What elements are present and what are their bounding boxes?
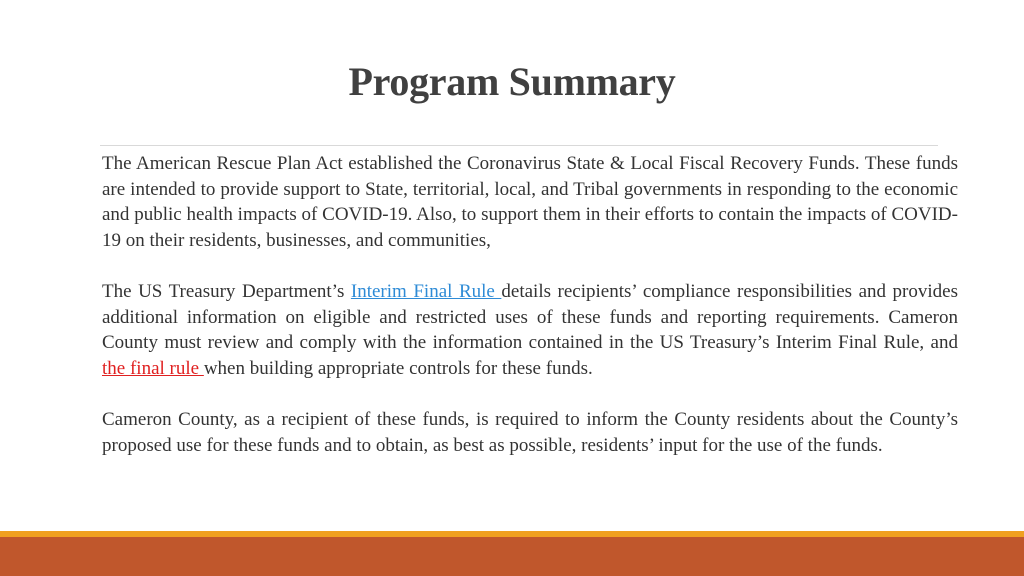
- slide-body: [102, 151, 958, 484]
- paragraph-2-intro: The US Treasury Department’s: [102, 280, 351, 302]
- footer-bar: [0, 537, 1024, 576]
- title-divider: [100, 145, 938, 146]
- final-rule-link[interactable]: the final rule: [102, 357, 204, 379]
- paragraph-2-middle: details recipients’ compliance responsibilities and provides additional information on eligible and restricted uses of these funds and reporting requirements. Cameron County must review and comply with the information contained in the US Treasury’s Interim Final Rule, and: [102, 280, 958, 354]
- paragraph-2: [102, 279, 958, 381]
- paragraph-1: The American Rescue Plan Act established the Coronavirus State & Local Fiscal Recovery Funds. These funds are intended to provide support to State, territorial, local, and Tribal governments in responding to the economic and public health impacts of COVID-19. Also, to support them in their efforts to contain the impacts of COVID-19 on their residents, businesses, and communities,: [102, 153, 958, 251]
- interim-final-rule-link[interactable]: Interim Final Rule: [350, 280, 502, 302]
- paragraph-2-end: when building appropriate controls for these funds.: [203, 357, 593, 379]
- slide-title: Program Summary: [348, 59, 676, 104]
- paragraph-3: Cameron County, as a recipient of these funds, is required to inform the County residents about the County’s proposed use for these funds and to obtain, as best as possible, residents’ input for the use of the funds.: [102, 408, 958, 456]
